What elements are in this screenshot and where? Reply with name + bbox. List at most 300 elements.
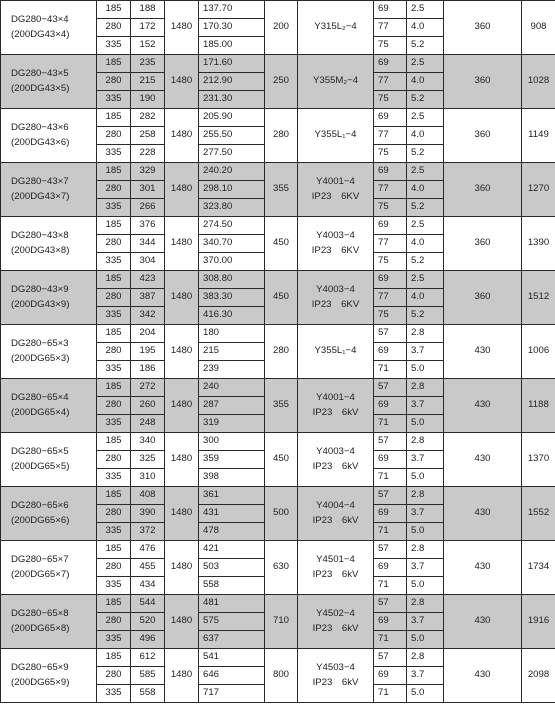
flow-cell: 335	[97, 469, 131, 487]
npsh-cell: 5.0	[407, 685, 444, 703]
head-cell: 204	[131, 325, 165, 343]
efficiency-cell: 71	[374, 685, 407, 703]
head-cell: 372	[131, 523, 165, 541]
npsh-cell: 4.0	[407, 289, 444, 307]
motor-model-cell	[298, 379, 374, 433]
shaft-power-cell: 503	[199, 559, 265, 577]
motor-model-cell	[298, 541, 374, 595]
efficiency-cell: 69	[374, 451, 407, 469]
shaft-power-cell: 340.70	[199, 235, 265, 253]
npsh-cell: 3.7	[407, 505, 444, 523]
table-row	[1, 325, 555, 343]
npsh-cell: 2.8	[407, 325, 444, 343]
npsh-cell: 5.0	[407, 577, 444, 595]
head-cell: 585	[131, 667, 165, 685]
efficiency-cell: 77	[374, 19, 407, 37]
head-cell: 387	[131, 289, 165, 307]
npsh-cell: 2.8	[407, 487, 444, 505]
flow-cell: 185	[97, 109, 131, 127]
flow-cell: 185	[97, 217, 131, 235]
head-cell: 612	[131, 649, 165, 667]
motor-model: Y4501−4	[316, 553, 355, 565]
npsh-cell: 5.0	[407, 631, 444, 649]
flow-cell: 280	[97, 343, 131, 361]
head-cell: 258	[131, 127, 165, 145]
motor-power-cell: 450	[265, 433, 298, 487]
efficiency-cell: 69	[374, 343, 407, 361]
npsh-cell: 5.2	[407, 91, 444, 109]
speed-cell: 1480	[165, 541, 199, 595]
efficiency-cell: 71	[374, 577, 407, 595]
efficiency-cell: 69	[374, 217, 407, 235]
head-cell: 186	[131, 361, 165, 379]
weight-cell: 1916	[522, 595, 555, 649]
motor-model-cell	[298, 649, 374, 703]
npsh-cell: 5.2	[407, 307, 444, 325]
flow-cell: 280	[97, 181, 131, 199]
weight-cell: 1028	[522, 55, 555, 109]
efficiency-cell: 57	[374, 325, 407, 343]
efficiency-cell: 69	[374, 667, 407, 685]
pump-model-cell	[1, 55, 97, 109]
efficiency-cell: 57	[374, 379, 407, 397]
shaft-power-cell: 274.50	[199, 217, 265, 235]
pump-model: DG280−43×6	[11, 122, 69, 134]
speed-cell: 1480	[165, 433, 199, 487]
motor-model-cell	[298, 595, 374, 649]
efficiency-cell: 75	[374, 37, 407, 55]
motor-model: Y315L₂−4	[314, 21, 357, 33]
head-cell: 544	[131, 595, 165, 613]
npsh-cell: 2.5	[407, 1, 444, 19]
motor-model: Y4001−4	[316, 391, 355, 403]
flow-cell: 185	[97, 163, 131, 181]
pump-model-alt: (200DG43×5)	[11, 82, 70, 94]
shaft-power-cell: 180	[199, 325, 265, 343]
motor-power-cell: 500	[265, 487, 298, 541]
head-cell: 235	[131, 55, 165, 73]
head-cell: 423	[131, 271, 165, 289]
shaft-power-cell: 481	[199, 595, 265, 613]
table-row	[1, 595, 555, 613]
shaft-power-cell: 300	[199, 433, 265, 451]
speed-cell: 1480	[165, 109, 199, 163]
weight-cell: 1512	[522, 271, 555, 325]
shaft-power-cell: 558	[199, 577, 265, 595]
flow-cell: 335	[97, 577, 131, 595]
npsh-cell: 2.8	[407, 433, 444, 451]
flow-cell: 335	[97, 199, 131, 217]
motor-model-cell	[298, 271, 374, 325]
shaft-power-cell: 239	[199, 361, 265, 379]
motor-spec: IP23 6kV	[312, 676, 359, 688]
shaft-power-cell: 541	[199, 649, 265, 667]
motor-model: Y355L₁−4	[314, 345, 357, 357]
shaft-power-cell: 431	[199, 505, 265, 523]
motor-model-cell	[298, 1, 374, 55]
diameter-cell: 360	[444, 1, 522, 55]
flow-cell: 185	[97, 649, 131, 667]
npsh-cell: 3.7	[407, 559, 444, 577]
speed-cell: 1480	[165, 217, 199, 271]
speed-cell: 1480	[165, 379, 199, 433]
head-cell: 340	[131, 433, 165, 451]
pump-model-cell	[1, 649, 97, 703]
diameter-cell: 360	[444, 55, 522, 109]
shaft-power-cell: 171.60	[199, 55, 265, 73]
motor-spec: IP23 6KV	[311, 244, 360, 256]
motor-power-cell: 450	[265, 217, 298, 271]
efficiency-cell: 57	[374, 433, 407, 451]
head-cell: 496	[131, 631, 165, 649]
weight-cell: 1552	[522, 487, 555, 541]
table-row	[1, 541, 555, 559]
efficiency-cell: 77	[374, 73, 407, 91]
diameter-cell: 360	[444, 109, 522, 163]
flow-cell: 185	[97, 541, 131, 559]
head-cell: 325	[131, 451, 165, 469]
head-cell: 282	[131, 109, 165, 127]
npsh-cell: 3.7	[407, 397, 444, 415]
table-row	[1, 55, 555, 73]
npsh-cell: 2.8	[407, 649, 444, 667]
motor-power-cell: 800	[265, 649, 298, 703]
shaft-power-cell: 240	[199, 379, 265, 397]
motor-model: Y355L₁−4	[314, 129, 357, 141]
motor-model: Y4004−4	[316, 499, 355, 511]
pump-model: DG280−65×5	[11, 446, 69, 458]
efficiency-cell: 71	[374, 631, 407, 649]
weight-cell: 1149	[522, 109, 555, 163]
diameter-cell: 430	[444, 325, 522, 379]
speed-cell: 1480	[165, 163, 199, 217]
flow-cell: 335	[97, 415, 131, 433]
efficiency-cell: 75	[374, 145, 407, 163]
npsh-cell: 3.7	[407, 451, 444, 469]
npsh-cell: 2.5	[407, 163, 444, 181]
pump-model-cell	[1, 379, 97, 433]
npsh-cell: 4.0	[407, 181, 444, 199]
pump-model-alt: (200DG65×4)	[11, 406, 70, 418]
pump-model: DG280−65×6	[11, 500, 69, 512]
pump-model: DG280−65×7	[11, 554, 69, 566]
pump-model: DG280−43×8	[11, 230, 69, 242]
head-cell: 190	[131, 91, 165, 109]
motor-model: Y4001−4	[316, 175, 355, 187]
table-body	[1, 1, 555, 703]
flow-cell: 280	[97, 127, 131, 145]
flow-cell: 185	[97, 433, 131, 451]
motor-model-cell	[298, 217, 374, 271]
speed-cell: 1480	[165, 325, 199, 379]
efficiency-cell: 75	[374, 91, 407, 109]
pump-model-alt: (200DG43×6)	[11, 136, 70, 148]
table-row	[1, 487, 555, 505]
speed-cell: 1480	[165, 55, 199, 109]
shaft-power-cell: 416.30	[199, 307, 265, 325]
flow-cell: 335	[97, 307, 131, 325]
flow-cell: 185	[97, 595, 131, 613]
motor-power-cell: 280	[265, 325, 298, 379]
efficiency-cell: 69	[374, 271, 407, 289]
flow-cell: 280	[97, 397, 131, 415]
efficiency-cell: 71	[374, 361, 407, 379]
pump-model-alt: (200DG43×8)	[11, 244, 70, 256]
pump-model-alt: (200DG65×7)	[11, 568, 70, 580]
table-row	[1, 217, 555, 235]
flow-cell: 280	[97, 289, 131, 307]
flow-cell: 280	[97, 613, 131, 631]
shaft-power-cell: 323.80	[199, 199, 265, 217]
speed-cell: 1480	[165, 1, 199, 55]
head-cell: 329	[131, 163, 165, 181]
flow-cell: 185	[97, 55, 131, 73]
flow-cell: 280	[97, 451, 131, 469]
shaft-power-cell: 383.30	[199, 289, 265, 307]
pump-model-cell	[1, 163, 97, 217]
shaft-power-cell: 319	[199, 415, 265, 433]
efficiency-cell: 69	[374, 109, 407, 127]
flow-cell: 335	[97, 523, 131, 541]
weight-cell: 1734	[522, 541, 555, 595]
weight-cell: 1270	[522, 163, 555, 217]
motor-model-cell	[298, 487, 374, 541]
motor-model-cell	[298, 109, 374, 163]
efficiency-cell: 77	[374, 181, 407, 199]
npsh-cell: 5.2	[407, 37, 444, 55]
flow-cell: 335	[97, 361, 131, 379]
flow-cell: 280	[97, 19, 131, 37]
flow-cell: 185	[97, 379, 131, 397]
efficiency-cell: 77	[374, 289, 407, 307]
npsh-cell: 4.0	[407, 235, 444, 253]
npsh-cell: 4.0	[407, 19, 444, 37]
table-row	[1, 649, 555, 667]
shaft-power-cell: 277.50	[199, 145, 265, 163]
motor-power-cell: 355	[265, 163, 298, 217]
head-cell: 390	[131, 505, 165, 523]
npsh-cell: 2.8	[407, 541, 444, 559]
npsh-cell: 3.7	[407, 343, 444, 361]
flow-cell: 280	[97, 235, 131, 253]
efficiency-cell: 57	[374, 649, 407, 667]
pump-model-cell	[1, 271, 97, 325]
motor-spec: IP23 6kV	[312, 460, 359, 472]
motor-spec: IP23 6kV	[312, 622, 359, 634]
head-cell: 344	[131, 235, 165, 253]
pump-model: DG280−65×8	[11, 608, 69, 620]
weight-cell: 1006	[522, 325, 555, 379]
npsh-cell: 5.2	[407, 145, 444, 163]
motor-model-cell	[298, 55, 374, 109]
shaft-power-cell: 308.80	[199, 271, 265, 289]
shaft-power-cell: 205.90	[199, 109, 265, 127]
diameter-cell: 360	[444, 217, 522, 271]
shaft-power-cell: 398	[199, 469, 265, 487]
pump-model: DG280−65×4	[11, 392, 69, 404]
shaft-power-cell: 240.20	[199, 163, 265, 181]
flow-cell: 280	[97, 73, 131, 91]
motor-power-cell: 200	[265, 1, 298, 55]
flow-cell: 280	[97, 559, 131, 577]
pump-model-cell	[1, 217, 97, 271]
head-cell: 520	[131, 613, 165, 631]
pump-model-alt: (200DG65×9)	[11, 676, 70, 688]
motor-model-cell	[298, 163, 374, 217]
head-cell: 301	[131, 181, 165, 199]
efficiency-cell: 75	[374, 199, 407, 217]
head-cell: 408	[131, 487, 165, 505]
head-cell: 188	[131, 1, 165, 19]
weight-cell: 1370	[522, 433, 555, 487]
head-cell: 172	[131, 19, 165, 37]
shaft-power-cell: 478	[199, 523, 265, 541]
head-cell: 376	[131, 217, 165, 235]
head-cell: 260	[131, 397, 165, 415]
shaft-power-cell: 255.50	[199, 127, 265, 145]
diameter-cell: 430	[444, 541, 522, 595]
efficiency-cell: 75	[374, 253, 407, 271]
motor-power-cell: 710	[265, 595, 298, 649]
npsh-cell: 2.8	[407, 379, 444, 397]
motor-model: Y4003−4	[316, 283, 355, 295]
flow-cell: 185	[97, 325, 131, 343]
pump-model-alt: (200DG65×5)	[11, 460, 70, 472]
head-cell: 248	[131, 415, 165, 433]
pump-model-cell	[1, 433, 97, 487]
motor-model-cell	[298, 433, 374, 487]
efficiency-cell: 69	[374, 163, 407, 181]
pump-model-alt: (200DG65×6)	[11, 514, 70, 526]
npsh-cell: 2.5	[407, 109, 444, 127]
shaft-power-cell: 637	[199, 631, 265, 649]
motor-spec: IP23 6kV	[312, 568, 359, 580]
head-cell: 215	[131, 73, 165, 91]
pump-model-alt: (200DG65×8)	[11, 622, 70, 634]
speed-cell: 1480	[165, 271, 199, 325]
pump-model-cell	[1, 487, 97, 541]
efficiency-cell: 57	[374, 487, 407, 505]
npsh-cell: 5.2	[407, 253, 444, 271]
table-row	[1, 271, 555, 289]
head-cell: 342	[131, 307, 165, 325]
npsh-cell: 2.5	[407, 55, 444, 73]
table-row	[1, 109, 555, 127]
flow-cell: 335	[97, 145, 131, 163]
efficiency-cell: 77	[374, 235, 407, 253]
pump-model-alt: (200DG43×7)	[11, 190, 70, 202]
weight-cell: 1390	[522, 217, 555, 271]
shaft-power-cell: 575	[199, 613, 265, 631]
diameter-cell: 360	[444, 163, 522, 217]
pump-model-alt: (200DG43×9)	[11, 298, 70, 310]
npsh-cell: 5.2	[407, 199, 444, 217]
head-cell: 455	[131, 559, 165, 577]
shaft-power-cell: 421	[199, 541, 265, 559]
efficiency-cell: 57	[374, 595, 407, 613]
weight-cell: 1188	[522, 379, 555, 433]
pump-model-cell	[1, 1, 97, 55]
motor-power-cell: 250	[265, 55, 298, 109]
motor-model: Y4003−4	[316, 445, 355, 457]
head-cell: 152	[131, 37, 165, 55]
shaft-power-cell: 298.10	[199, 181, 265, 199]
flow-cell: 335	[97, 91, 131, 109]
efficiency-cell: 77	[374, 127, 407, 145]
shaft-power-cell: 370.00	[199, 253, 265, 271]
efficiency-cell: 69	[374, 613, 407, 631]
shaft-power-cell: 231.30	[199, 91, 265, 109]
diameter-cell: 430	[444, 595, 522, 649]
diameter-cell: 360	[444, 271, 522, 325]
pump-model-alt: (200DG65×3)	[11, 352, 70, 364]
speed-cell: 1480	[165, 487, 199, 541]
weight-cell: 908	[522, 1, 555, 55]
head-cell: 476	[131, 541, 165, 559]
npsh-cell: 3.7	[407, 613, 444, 631]
table-row	[1, 1, 555, 19]
efficiency-cell: 57	[374, 541, 407, 559]
shaft-power-cell: 185.00	[199, 37, 265, 55]
efficiency-cell: 69	[374, 1, 407, 19]
efficiency-cell: 71	[374, 415, 407, 433]
shaft-power-cell: 361	[199, 487, 265, 505]
shaft-power-cell: 646	[199, 667, 265, 685]
motor-power-cell: 450	[265, 271, 298, 325]
diameter-cell: 430	[444, 487, 522, 541]
shaft-power-cell: 287	[199, 397, 265, 415]
pump-model: DG280−43×4	[11, 14, 69, 26]
motor-spec: IP23 6kV	[312, 406, 359, 418]
flow-cell: 185	[97, 271, 131, 289]
head-cell: 228	[131, 145, 165, 163]
table-row	[1, 163, 555, 181]
flow-cell: 185	[97, 487, 131, 505]
shaft-power-cell: 359	[199, 451, 265, 469]
motor-power-cell: 355	[265, 379, 298, 433]
npsh-cell: 4.0	[407, 127, 444, 145]
pump-model-alt: (200DG43×4)	[11, 28, 70, 40]
efficiency-cell: 71	[374, 523, 407, 541]
pump-model-cell	[1, 325, 97, 379]
motor-model-cell	[298, 325, 374, 379]
shaft-power-cell: 215	[199, 343, 265, 361]
npsh-cell: 2.5	[407, 271, 444, 289]
pump-model: DG280−65×3	[11, 338, 69, 350]
head-cell: 558	[131, 685, 165, 703]
efficiency-cell: 69	[374, 559, 407, 577]
weight-cell: 2098	[522, 649, 555, 703]
efficiency-cell: 71	[374, 469, 407, 487]
flow-cell: 185	[97, 1, 131, 19]
flow-cell: 335	[97, 37, 131, 55]
motor-model: Y4502−4	[316, 607, 355, 619]
head-cell: 304	[131, 253, 165, 271]
npsh-cell: 2.5	[407, 217, 444, 235]
speed-cell: 1480	[165, 595, 199, 649]
pump-model: DG280−65×9	[11, 662, 69, 674]
pump-model: DG280−43×5	[11, 68, 69, 80]
head-cell: 266	[131, 199, 165, 217]
motor-spec: IP23 6KV	[311, 298, 360, 310]
table-row	[1, 379, 555, 397]
pump-model: DG280−43×9	[11, 284, 69, 296]
pump-model-cell	[1, 109, 97, 163]
pump-model-cell	[1, 595, 97, 649]
npsh-cell: 2.8	[407, 595, 444, 613]
flow-cell: 335	[97, 631, 131, 649]
motor-model: Y4003−4	[316, 229, 355, 241]
